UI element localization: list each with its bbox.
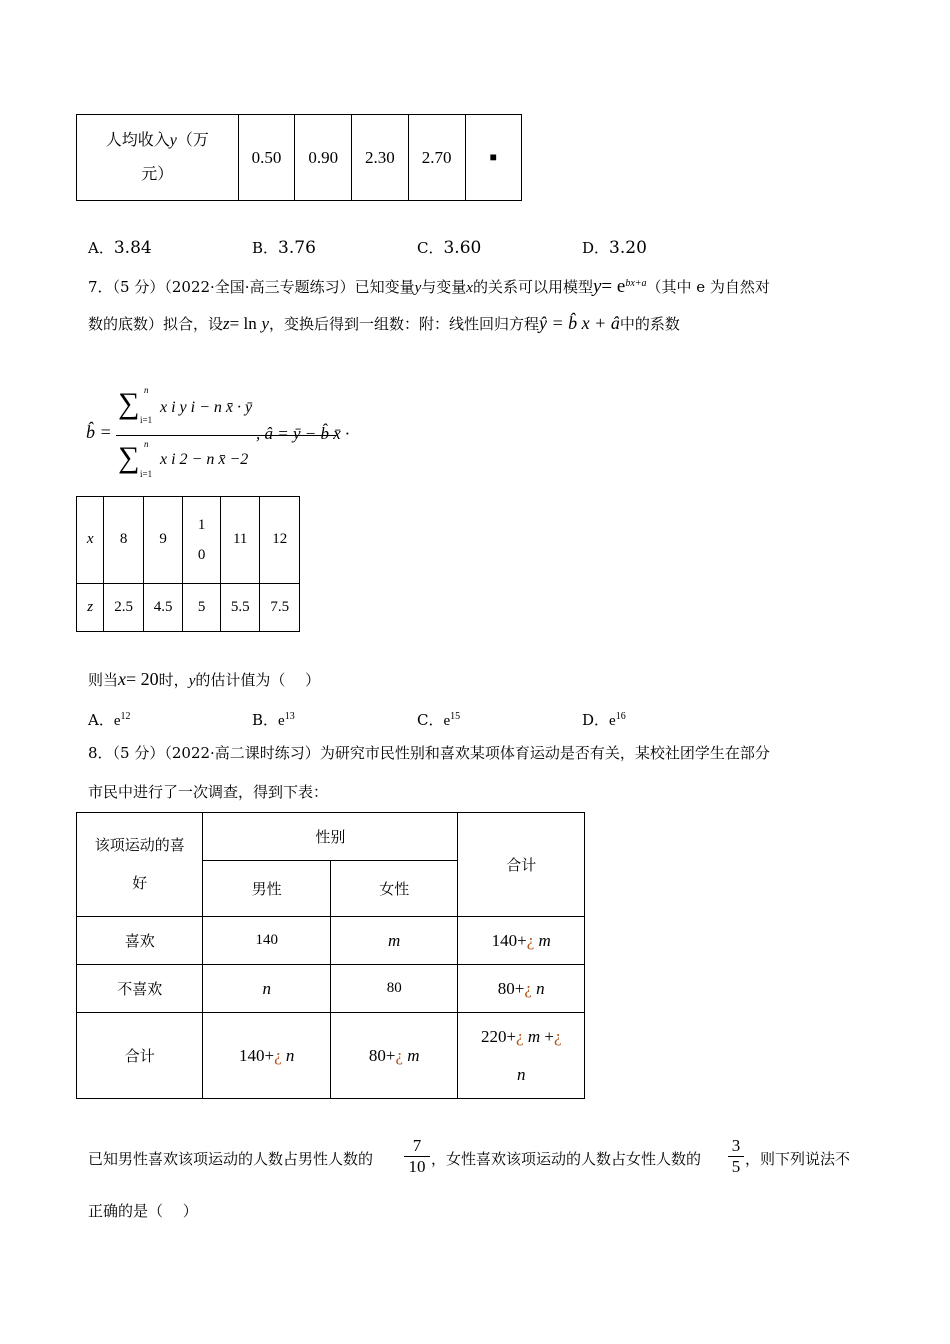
xz-z-label: z: [77, 583, 104, 631]
survey-cell: 220+¿ m +¿ n: [458, 1013, 585, 1099]
survey-cell: n: [203, 965, 331, 1013]
q6-option-a: A．3.84: [88, 238, 152, 258]
xz-x-cell: 11: [220, 497, 260, 584]
q8-line1: 8．（5 分）（2022·高二课时练习）为研究市民性别和喜欢某项体育运动是否有关，某校社团学生在部分: [88, 744, 770, 762]
survey-row-label: 喜欢: [77, 917, 203, 965]
xz-x-cell: 8: [104, 497, 144, 584]
xz-x-cell: 1 0: [183, 497, 221, 584]
q8-statement-b: ，女性喜欢该项运动的人数占女性人数的: [431, 1150, 702, 1168]
xz-table: [76, 496, 300, 632]
q6-option-c: C．3.60: [417, 238, 482, 258]
q7-line2: 数的底数）拟合，设z= ln y，变换后得到一组数：附：线性回归方程ŷ = b̂ x + â中的系数: [88, 313, 680, 333]
fraction-3-5: $\frac{3}{5}$: [728, 1136, 744, 1177]
fraction-7-10: $\frac{7}{10}$: [404, 1136, 430, 1177]
xz-z-cell: 4.5: [143, 583, 183, 631]
survey-row-label: 合计: [77, 1013, 203, 1099]
survey-header-pref: 该项运动的喜 好: [77, 813, 203, 917]
survey-header-female: 女性: [330, 861, 457, 917]
q6-option-d: D．3.20: [582, 238, 647, 258]
q8-statement-d: 正确的是（ ）: [88, 1202, 198, 1220]
income-value: 2.30: [352, 115, 409, 201]
survey-row-label: 不喜欢: [77, 965, 203, 1013]
q8-statement-a: 已知男性喜欢该项运动的人数占男性人数的: [88, 1150, 374, 1168]
q7-question: 则当x= 20时，y的估计值为（ ）: [88, 669, 321, 689]
q7-option-a: A．$e^{12}$: [88, 711, 131, 729]
income-value: 0.90: [295, 115, 352, 201]
survey-cell: 140: [203, 917, 331, 965]
bhat-formula: b̂ = ∑ n i=1 x i y i − n x̄ · ȳ ∑ n i=1 x i 2 − n x̄ −2 , â = ȳ − b̂ x̄ ·: [86, 385, 350, 479]
income-table: [76, 114, 522, 201]
q6-option-b: B．3.76: [252, 238, 316, 258]
income-value: 2.70: [408, 115, 465, 201]
q8-line2: 市民中进行了一次调查，得到下表：: [88, 783, 329, 801]
survey-table: [76, 812, 585, 1099]
survey-cell: 80+¿ n: [458, 965, 585, 1013]
income-value: 0.50: [238, 115, 295, 201]
survey-cell: 80+¿ m: [330, 1013, 457, 1099]
q8-statement-c: ，则下列说法不: [745, 1150, 851, 1168]
survey-header-male: 男性: [203, 861, 331, 917]
xz-z-cell: 2.5: [104, 583, 144, 631]
xz-x-label: x: [77, 497, 104, 584]
xz-x-cell: 12: [260, 497, 300, 584]
survey-header-total: 合计: [458, 813, 585, 917]
q7-line1: 7．（5 分）（2022·全国·高三专题练习）已知变量y与变量x的关系可以用模型$y= e^{bx+a}$（其中 e 为自然对: [88, 276, 770, 297]
survey-cell: 140+¿ n: [203, 1013, 331, 1099]
income-label-cell: 人均收入y（万 元）: [77, 115, 239, 201]
xz-z-cell: 7.5: [260, 583, 300, 631]
survey-cell: 80: [330, 965, 457, 1013]
q7-option-d: D．$e^{16}$: [582, 711, 626, 729]
survey-cell: m: [330, 917, 457, 965]
xz-x-cell: 9: [143, 497, 183, 584]
q7-option-c: C．$e^{15}$: [417, 711, 461, 729]
xz-z-cell: 5.5: [220, 583, 260, 631]
income-value-placeholder: ■: [465, 115, 522, 201]
survey-header-gender: 性别: [203, 813, 458, 861]
survey-cell: 140+¿ m: [458, 917, 585, 965]
xz-z-cell: 5: [183, 583, 221, 631]
q7-option-b: B．$e^{13}$: [252, 711, 295, 729]
